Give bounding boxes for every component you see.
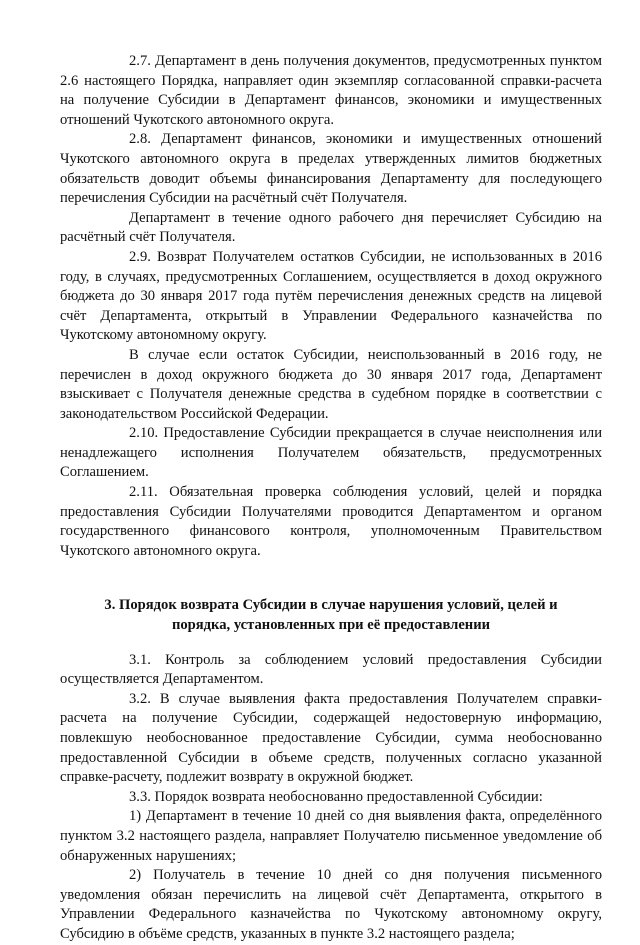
paragraph-2-9-recovery: В случае если остаток Субсидии, неиспользованный в 2016 году, не перечислен в доход окружного бюджета до 30 января 2017 года, Департамент взыскивает с Получателя денежные средства в судебном порядке в соответствии с законодательством Российской Федерации. — [60, 346, 602, 422]
paragraph-3-3-item-2: 2) Получатель в течение 10 дней со дня получения письменного уведомления обязан перечислить на лицевой счёт Департамента, открытого в Управлении Федерального казначейства по Чукотскому автономному округу, Субсидию в объёме средств, указанных в пункте 3.2 настоящего раздела; — [60, 867, 602, 942]
section-3-heading-line2: порядка, установленных при её предоставлении — [171, 617, 491, 634]
section-3-heading-line1: 3. Порядок возврата Субсидии в случае нарушения условий, целей и — [104, 597, 558, 614]
paragraph-2-11: 2.11. Обязательная проверка соблюдения условий, целей и порядка предоставления Субсидии Получателями проводится Департаментом и органом государственного финансового контроля, уполномоченным Правительством Чукотского автономного округа. — [60, 484, 602, 559]
paragraph-2-10: 2.10. Предоставление Субсидии прекращается в случае неисполнения или ненадлежащего исполнения Получателем обязательств, предусмотренных Соглашением. — [60, 425, 602, 481]
paragraph-2-8-transfer: Департамент в течение одного рабочего дня перечисляет Субсидию на расчётный счёт Получателя. — [60, 209, 602, 246]
paragraph-3-1: 3.1. Контроль за соблюдением условий предоставления Субсидии осуществляется Департаментом. — [60, 651, 602, 688]
document-page — [60, 52, 602, 945]
section-3-heading — [60, 596, 602, 635]
paragraph-3-2: 3.2. В случае выявления факта предоставления Получателем справки-расчета на получение Субсидии, содержащей недостоверную информацию, повлекшую необоснованное предоставление Субсидии, сумма необоснованно предоставленной Субсидии в объеме средств, полученных согласно указанной справке-расчету, подлежит возврату в окружной бюджет. — [60, 690, 602, 786]
paragraph-3-3: 3.3. Порядок возврата необоснованно предоставленной Субсидии: — [129, 788, 543, 805]
paragraph-2-8: 2.8. Департамент финансов, экономики и имущественных отношений Чукотского автономного округа в пределах утвержденных лимитов бюджетных обязательств доводит объемы финансирования Департаменту для последующего перечисления Субсидии на расчётный счёт Получателя. — [60, 131, 602, 207]
paragraph-2-9: 2.9. Возврат Получателем остатков Субсидии, не использованных в 2016 году, в случаях, предусмотренных Соглашением, осуществляется в доход окружного бюджета до 30 января 2017 года путём перечисления денежных средств на лицевой счёт Департамента, открытый в Управлении Федерального казначейства по Чукотскому автономному округу. — [60, 248, 602, 344]
paragraph-2-7: 2.7. Департамент в день получения документов, предусмотренных пунктом 2.6 настоящего Порядка, направляет один экземпляр согласованной справки-расчета на получение Субсидии в Департамент финансов, экономики и имущественных отношений Чукотского автономного округа. — [60, 53, 602, 128]
paragraph-3-3-item-1: 1) Департамент в течение 10 дней со дня выявления факта, определённого пунктом 3.2 настоящего раздела, направляет Получателю письменное уведомление об обнаруженных нарушениях; — [60, 808, 602, 864]
